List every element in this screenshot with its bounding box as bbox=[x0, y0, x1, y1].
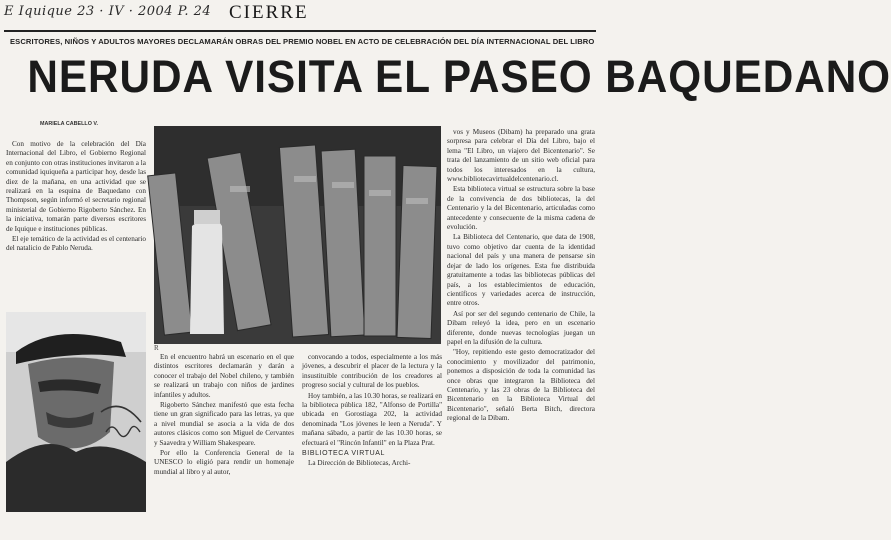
handwritten-date-note: E Iquique 23 · IV · 2004 P. 24 bbox=[4, 4, 212, 19]
masthead bbox=[4, 2, 596, 28]
article-kicker: ESCRITORES, NIÑOS Y ADULTOS MAYORES DECLAMARÁN OBRAS DEL PREMIO NOBEL EN ACTO DE CELEBRACIÓN DEL DÍA INTERNACIONAL DEL LIBRO bbox=[10, 37, 595, 46]
subheading-biblioteca-virtual: BIBLIOTECA VIRTUAL bbox=[302, 450, 386, 458]
paragraph: convocando a todos, especialmente a los más jóvenes, a descubrir el placer de la lectura y la insustituible contribución de los creadores al progreso social y cultural de los pueblos. bbox=[302, 353, 442, 390]
paragraph: "Hoy, repitiendo este gesto democratizador del conocimiento y movilizador del patrimonio, ponemos a disposición de toda la comunidad las once obras que integraron la Biblioteca del Centenario, y las 23 obras de la Biblioteca del Bicentenario en la Biblioteca Virtual del Bicentenario", señaló Berta Bitch, directora regional de la Dibam. bbox=[447, 348, 595, 423]
paragraph: Rigoberto Sánchez manifestó que esta fecha tiene un gran significado para las letras, ya que a nivel mundial se asocia a la vida de dos autores clásicos como son Miguel de Cervantes y Saavedra y William Shakespeare. bbox=[154, 401, 294, 447]
article-byline: MARIELA CABELLO V. bbox=[40, 121, 99, 127]
portrait-image bbox=[6, 312, 146, 512]
paragraph: Esta biblioteca virtual se estructura sobre la base de la convivencia de dos bibliotecas, la del Centenario y la del Bicentenario, articuladas como antecedente y consecuente de la misma cadena de evolución. bbox=[447, 185, 595, 232]
paragraph: La Dirección de Bibliotecas, Archi- bbox=[308, 459, 411, 468]
top-rule bbox=[4, 30, 596, 32]
article-column-2 bbox=[154, 353, 294, 478]
paragraph: Con motivo de la celebración del Día Internacional del Libro, el Gobierno Regional en conjunto con otras instituciones invitaron a la comunidad iquiqueña a participar hoy, desde las diez de la mañana, en una actividad que se realizará en la esquina de Baquedano con Thompson, según informó el secretario regional ministerial de Gobierno Rigoberto Sánchez. En la iniciativa, tomarán parte diversos escritores de Iquique e instituciones públicas. bbox=[6, 140, 146, 233]
section-label: CIERRE bbox=[229, 2, 309, 23]
article-column-3 bbox=[302, 353, 442, 470]
paragraph: En el encuentro habrá un escenario en el que distintos escritores declamarán y darán a conocer el trabajo del Nobel chileno, y también se realizará un trabajo con niños de jardines infantiles y adultos. bbox=[154, 353, 294, 399]
paragraph: Hoy también, a las 10.30 horas, se realizará en la biblioteca pública 182, "Alfonso de Portilla" ubicada en Gorostiaga 202, la actividad denominada "Los jóvenes le leen a Neruda". Y mañana sábado, a partir de las 10.30 horas, se efectuará el "Rincón Infantil" en la Plaza Prat. bbox=[302, 391, 442, 447]
neruda-portrait-photo bbox=[6, 312, 146, 512]
paragraph: Así por ser del segundo centenario de Chile, la Dibam releyó la idea, pero en un escenario diferente, donde nuevas tecnologías juegan un papel en la difusión de la cultura. bbox=[447, 309, 595, 346]
article-headline: NERUDA VISITA EL PASEO BAQUEDANO bbox=[27, 51, 891, 102]
photo-credit-mark: R bbox=[154, 344, 159, 352]
paragraph: vos y Museos (Dibam) ha preparado una grata sorpresa para celebrar el Día del Libro, bajo el lema "El Libro, un viajero del Bicentenario". Se trata del lanzamiento de un sitio web oficial para todos los interesados en la cultura, www.bibliotecavirtualdelcentenario.cl. bbox=[447, 128, 595, 184]
article-column-1 bbox=[6, 140, 146, 255]
paragraph: La Biblioteca del Centenario, que data de 1908, tuvo como objetivo dar cuenta de la identidad nacional del país y una manera de pensarse sin dejar de lado los orígenes. Esta fue distribuida gratuitamente a todas las bibliotecas públicas del país, a los establecimientos de educación, científicos y variedades acerca de instrucción, entre otros. bbox=[447, 233, 595, 308]
paragraph: Por ello la Conferencia General de la UNESCO lo eligió para rendir un homenaje mundial al libro y al autor, bbox=[154, 449, 294, 476]
books-image bbox=[154, 126, 441, 344]
paragraph: El eje temático de la actividad es el centenario del natalicio de Pablo Neruda. bbox=[6, 235, 146, 253]
article-column-4 bbox=[447, 128, 595, 425]
old-books-photo bbox=[154, 126, 441, 344]
